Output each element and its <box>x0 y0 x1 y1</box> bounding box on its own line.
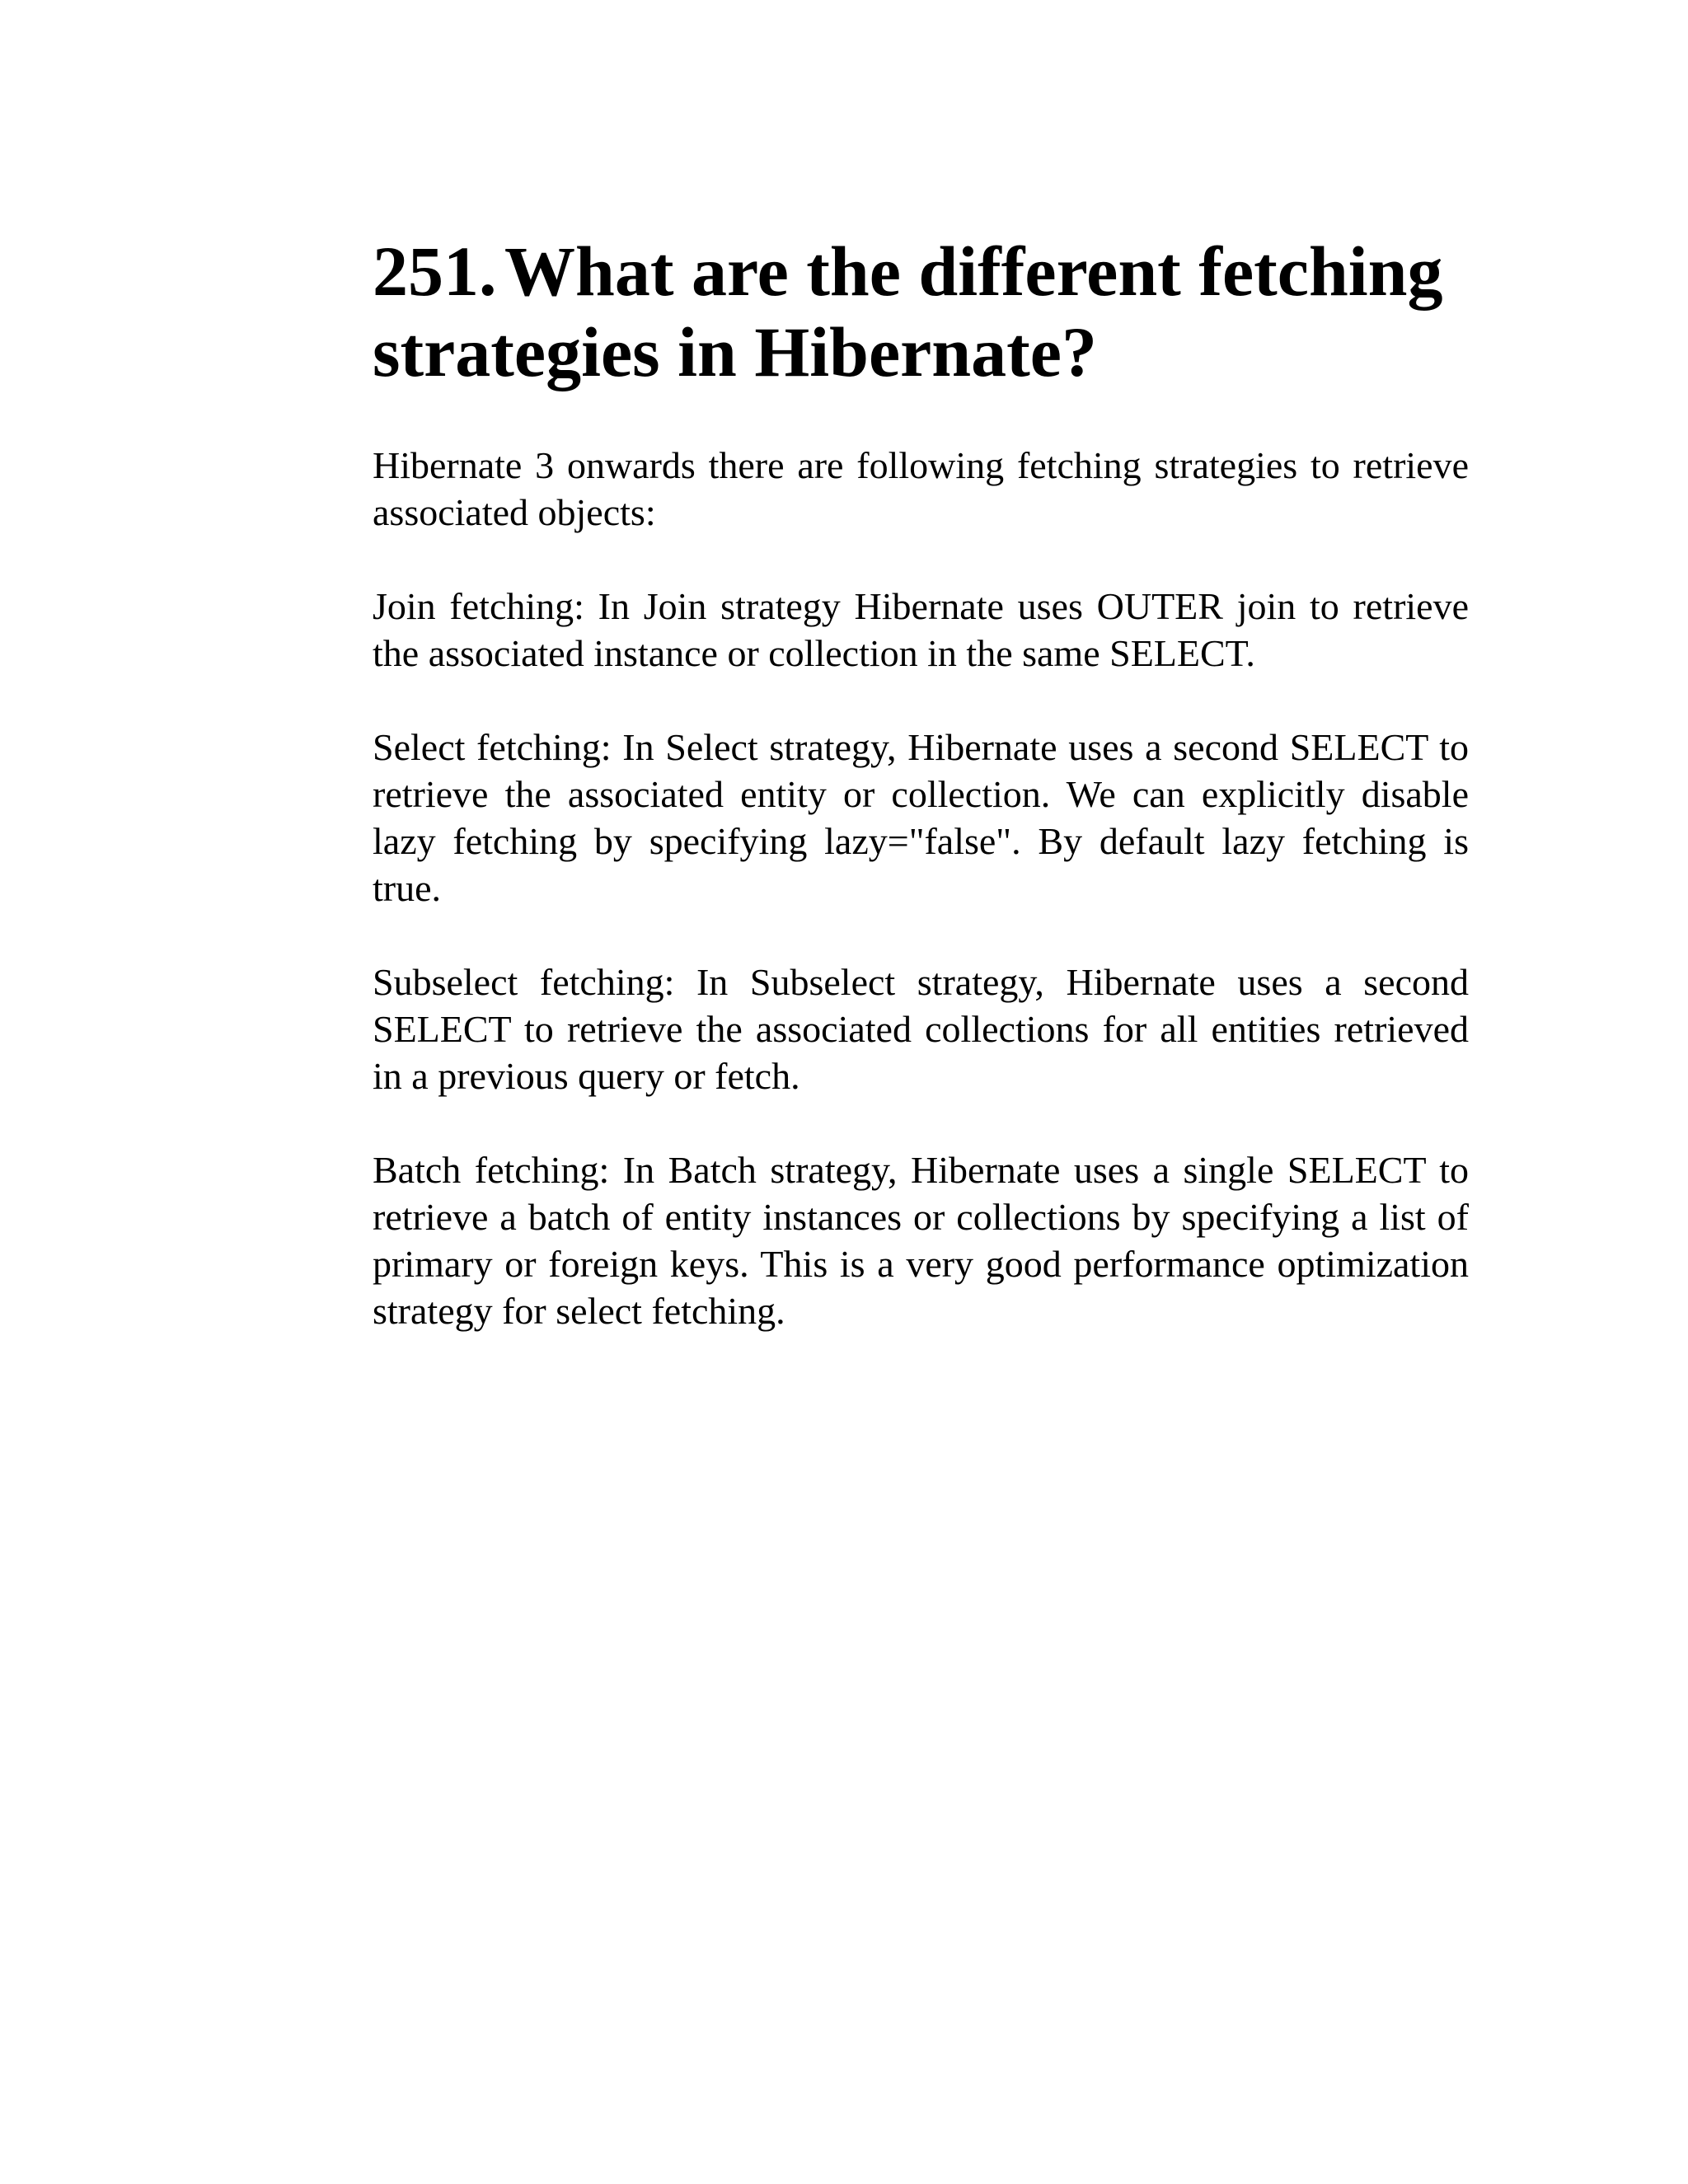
intro-paragraph: Hibernate 3 onwards there are following fetching strategies to retrieve associated objects: <box>373 444 1469 533</box>
document-page <box>373 231 1469 1381</box>
question-heading <box>373 231 1469 392</box>
select-fetching-paragraph: Select fetching: In Select strategy, Hibernate uses a second SELECT to retrieve the associated entity or collection. We can explicitly disable lazy fetching by specifying lazy="false". By default lazy fetching is true. <box>373 726 1469 909</box>
question-number: 251. <box>373 232 497 311</box>
question-title: What are the different fetching strategies in Hibernate? <box>373 232 1443 391</box>
subselect-fetching-paragraph: Subselect fetching: In Subselect strategy, Hibernate uses a second SELECT to retrieve the associated collections for all entities retrieved in a previous query or fetch. <box>373 961 1469 1097</box>
batch-fetching-paragraph: Batch fetching: In Batch strategy, Hibernate uses a single SELECT to retrieve a batch of entity instances or collections by specifying a list of primary or foreign keys. This is a very good performance optimization strategy for select fetching. <box>373 1149 1469 1332</box>
join-fetching-paragraph: Join fetching: In Join strategy Hibernate uses OUTER join to retrieve the associated instance or collection in the same SELECT. <box>373 585 1469 674</box>
